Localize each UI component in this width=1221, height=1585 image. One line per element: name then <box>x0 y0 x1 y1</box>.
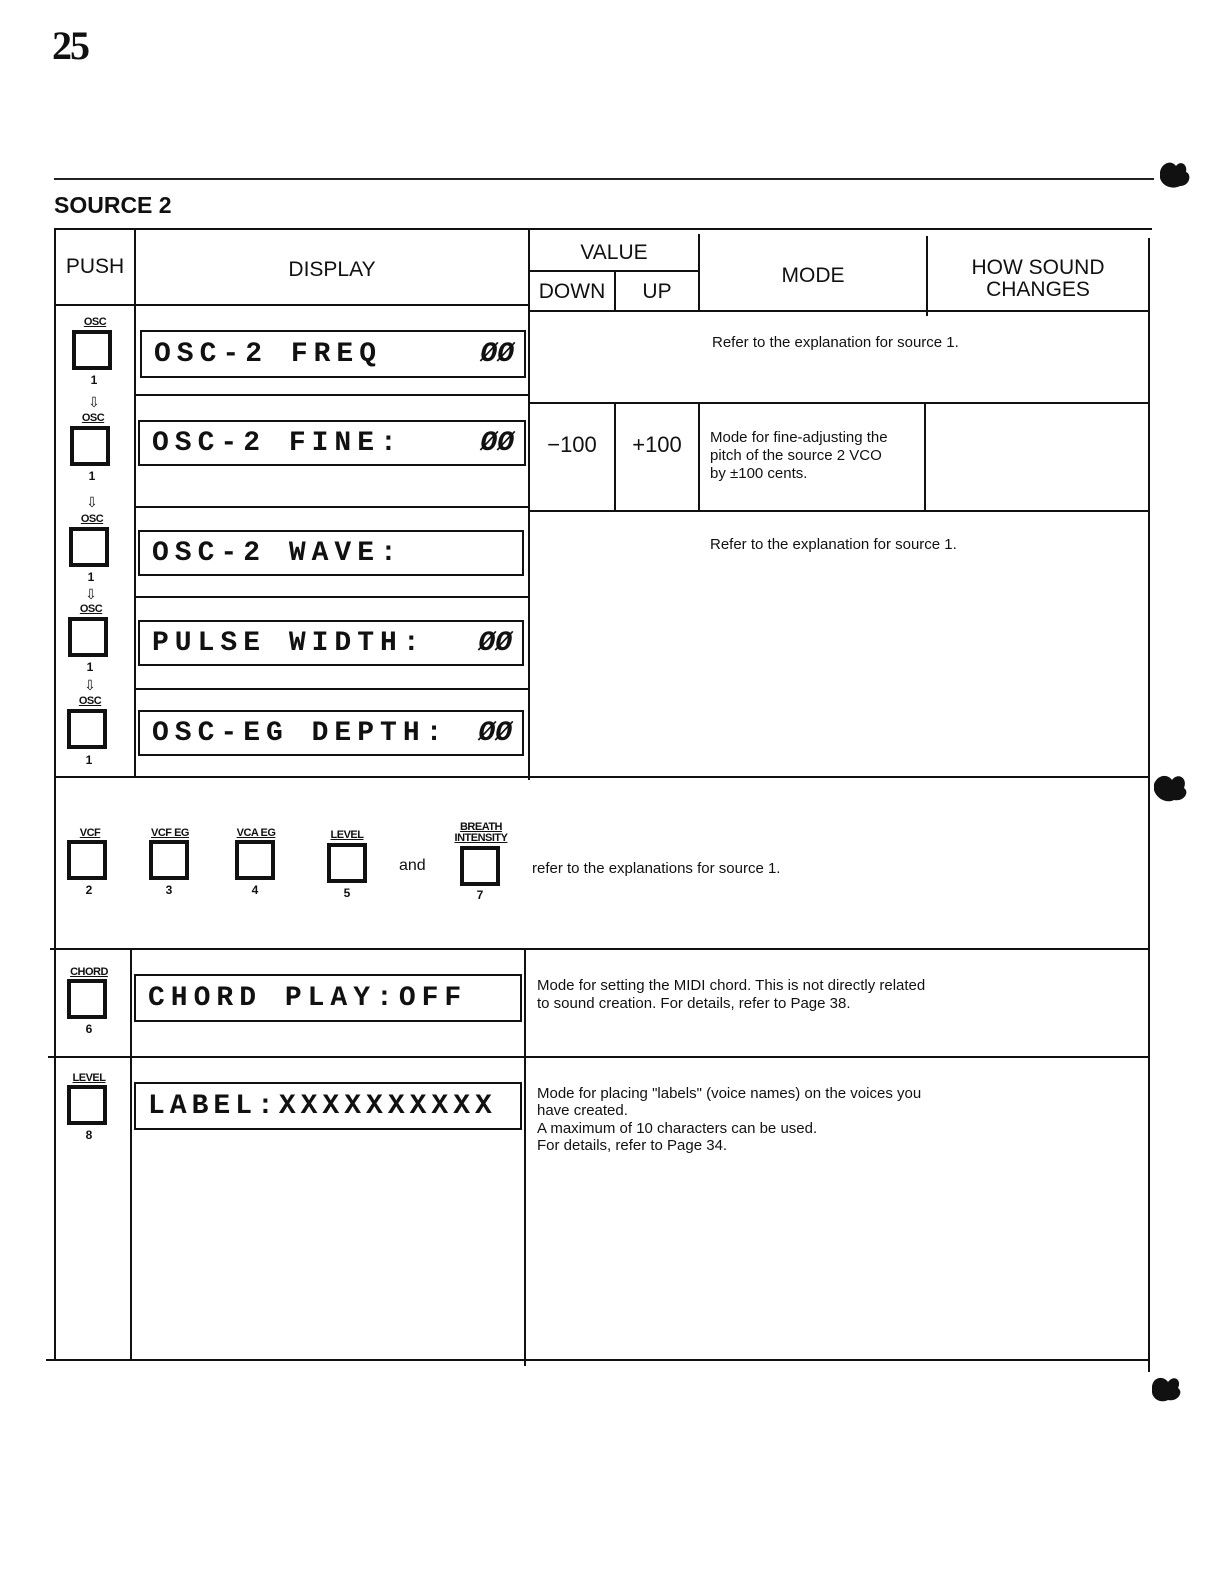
note-refer-source1: refer to the explanations for source 1. <box>532 860 781 877</box>
lcd-text: OSC-2 FREQ <box>154 338 383 370</box>
down-arrow-icon: ⇩ <box>84 677 96 693</box>
down-arrow-icon: ⇩ <box>85 586 97 602</box>
osc-button-1[interactable] <box>72 330 112 370</box>
lcd-display <box>138 620 524 666</box>
lcd-text: PULSE WIDTH: <box>152 627 426 659</box>
table-left-border <box>54 228 56 1361</box>
chord-button-label: CHORD <box>70 966 108 978</box>
header-display: DISPLAY <box>288 258 376 281</box>
row-sep-1 <box>136 394 528 396</box>
osc-button-4[interactable] <box>68 617 108 657</box>
button-number: 1 <box>90 373 98 387</box>
row-sep-2 <box>136 506 528 508</box>
chord-note-line2: to sound creation. For details, refer to Page 38. <box>537 995 851 1012</box>
vcf-button[interactable] <box>67 840 107 880</box>
button-number: 5 <box>343 886 351 900</box>
row-sep-3 <box>136 596 528 598</box>
osc-button-label: OSC <box>79 603 103 615</box>
top-rule <box>54 178 1154 180</box>
buttons-section-bottom <box>50 948 1150 950</box>
lcd-text: OSC-EG DEPTH: <box>152 717 449 749</box>
breath-label-line2: INTENSITY <box>454 832 508 844</box>
mode-line2: pitch of the source 2 VCO <box>710 447 882 464</box>
mode-line1: Mode for fine-adjusting the <box>710 429 888 446</box>
table-bottom-border <box>46 1359 1148 1361</box>
ink-mark-icon <box>1150 766 1194 806</box>
note-refer-source1: Refer to the explanation for source 1. <box>712 334 959 351</box>
lcd-display <box>140 330 526 378</box>
header-down: DOWN <box>538 280 606 303</box>
lcd-value: ØØ <box>480 427 514 459</box>
osc-button-5[interactable] <box>67 709 107 749</box>
value-up: +100 <box>632 432 682 457</box>
header-up: UP <box>642 280 672 303</box>
and-text: and <box>399 857 426 874</box>
button-number: 7 <box>476 888 484 902</box>
chord-button[interactable] <box>67 979 107 1019</box>
lcd-display <box>138 710 524 756</box>
header-how-line2: CHANGES <box>986 278 1090 301</box>
button-number: 1 <box>85 753 93 767</box>
lcd-value: ØØ <box>478 627 512 659</box>
label-note-line1: Mode for placing "labels" (voice names) on the voices you <box>537 1085 922 1102</box>
lower-display-divider <box>524 950 526 1366</box>
level-button-label: LEVEL <box>330 829 364 841</box>
push-col-divider <box>134 228 136 778</box>
mode-line3: by ±100 cents. <box>710 465 808 482</box>
osc-button-3[interactable] <box>69 527 109 567</box>
breath-label-line1: BREATH <box>459 821 502 833</box>
value-down: −100 <box>547 432 597 457</box>
vcf-eg-button-label: VCF EG <box>151 827 189 839</box>
button-number: 1 <box>87 570 95 584</box>
vca-eg-button[interactable] <box>235 840 275 880</box>
header-push: PUSH <box>65 255 125 278</box>
lcd-value: ØØ <box>478 717 512 749</box>
page-number: 25 <box>52 23 88 68</box>
vcf-button-label: VCF <box>79 827 101 839</box>
ink-mark-icon <box>1154 152 1198 192</box>
section-title: SOURCE 2 <box>54 192 172 218</box>
osc-button-label: OSC <box>81 412 105 424</box>
header-value: VALUE <box>580 241 648 264</box>
header-bottom-left <box>54 304 530 306</box>
level-button[interactable] <box>327 843 367 883</box>
lcd-display <box>134 974 522 1022</box>
vcf-eg-button[interactable] <box>149 840 189 880</box>
header-mode: MODE <box>781 264 845 287</box>
lcd-display <box>138 420 526 466</box>
ink-mark-icon <box>1146 1366 1190 1406</box>
chord-note-line1: Mode for setting the MIDI chord. This is not directly related <box>537 977 926 994</box>
osc-button-2[interactable] <box>70 426 110 466</box>
lcd-text: CHORD PLAY:OFF <box>148 982 468 1014</box>
header-bottom-right <box>530 310 1150 312</box>
label-note-line3: A maximum of 10 characters can be used. <box>537 1120 818 1137</box>
lcd-display <box>134 1082 522 1130</box>
label-level-button[interactable] <box>67 1085 107 1125</box>
osc-button-label: OSC <box>80 513 104 525</box>
header-how-line1: HOW SOUND <box>971 256 1105 279</box>
lower-push-divider <box>130 950 132 1360</box>
label-note-line4: For details, refer to Page 34. <box>537 1137 728 1154</box>
note-refer-source1: Refer to the explanation for source 1. <box>710 536 957 553</box>
fine-row-top <box>530 402 1150 404</box>
osc-section-bottom <box>54 776 1150 778</box>
row-sep-4 <box>136 688 528 690</box>
lcd-display <box>138 530 524 576</box>
breath-intensity-button[interactable] <box>460 846 500 886</box>
down-arrow-icon: ⇩ <box>86 494 98 510</box>
label-note-line2: have created. <box>537 1102 628 1119</box>
level-button-label: LEVEL <box>72 1072 106 1084</box>
osc-button-label: OSC <box>78 695 102 707</box>
button-number: 2 <box>85 883 93 897</box>
button-number: 8 <box>85 1128 93 1142</box>
chord-row-bottom <box>48 1056 1150 1058</box>
lcd-text: OSC-2 WAVE: <box>152 537 403 569</box>
fine-value-divider <box>614 404 616 510</box>
button-number: 4 <box>251 883 259 897</box>
button-number: 1 <box>86 660 94 674</box>
display-col-divider <box>528 230 530 780</box>
vca-eg-button-label: VCA EG <box>236 827 276 839</box>
down-arrow-icon: ⇩ <box>88 394 100 410</box>
lcd-text: OSC-2 FINE: <box>152 427 403 459</box>
fine-row-bottom <box>530 510 1150 512</box>
value-subheader-rule <box>530 270 700 272</box>
button-number: 3 <box>165 883 173 897</box>
fine-mode-divider <box>698 404 700 510</box>
osc-button-label: OSC <box>83 316 107 328</box>
lcd-value: ØØ <box>480 338 514 370</box>
button-number: 1 <box>88 469 96 483</box>
table-top-border <box>54 228 1152 230</box>
lcd-text: LABEL:XXXXXXXXXX <box>148 1090 497 1122</box>
fine-how-divider <box>924 404 926 510</box>
button-number: 6 <box>85 1022 93 1036</box>
